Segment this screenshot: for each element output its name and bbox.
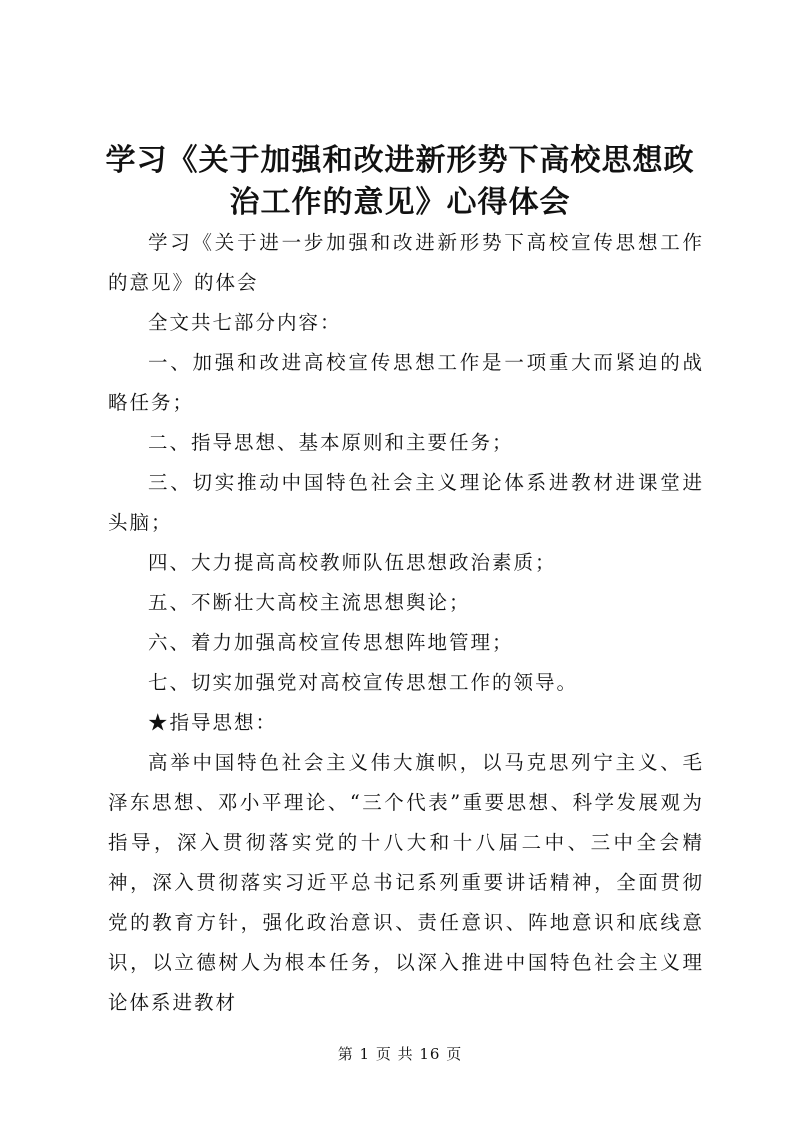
- paragraph: 六、着力加强高校宣传思想阵地管理；: [148, 631, 514, 654]
- document-title: 学习《关于加强和改进新形势下高校思想政治工作的意见》心得体会: [105, 143, 695, 220]
- section-heading: ★指导思想：: [148, 711, 278, 734]
- paragraph: 四、大力提高高校教师队伍思想政治素质；: [148, 551, 557, 574]
- document-body: [108, 223, 704, 1023]
- paragraph: 三、切实推动中国特色社会主义理论体系进教材进课堂进头脑；: [108, 471, 704, 534]
- paragraph: 一、加强和改进高校宣传思想工作是一项重大而紧迫的战略任务；: [108, 351, 704, 414]
- paragraph: 七、切实加强党对高校宣传思想工作的领导。: [148, 671, 579, 694]
- paragraph: 五、不断壮大高校主流思想舆论；: [148, 591, 471, 614]
- paragraph: 高举中国特色社会主义伟大旗帜，以马克思列宁主义、毛泽东思想、邓小平理论、“三个代表”重要思想、科学发展观为指导，深入贯彻落实党的十八大和十八届二中、三中全会精神，深入贯彻落实习近平总书记系列重要讲话精神，全面贯彻党的教育方针，强化政治意识、责任意识、阵地意识和底线意识，以立德树人为根本任务，以深入推进中国特色社会主义理论体系进教材: [108, 751, 704, 1014]
- paragraph: 学习《关于进一步加强和改进新形势下高校宣传思想工作的意见》的体会: [108, 231, 704, 294]
- paragraph: 二、指导思想、基本原则和主要任务；: [148, 431, 514, 454]
- page-footer: 第 1 页 共 16 页: [337, 1045, 463, 1063]
- paragraph: 全文共七部分内容：: [148, 311, 342, 334]
